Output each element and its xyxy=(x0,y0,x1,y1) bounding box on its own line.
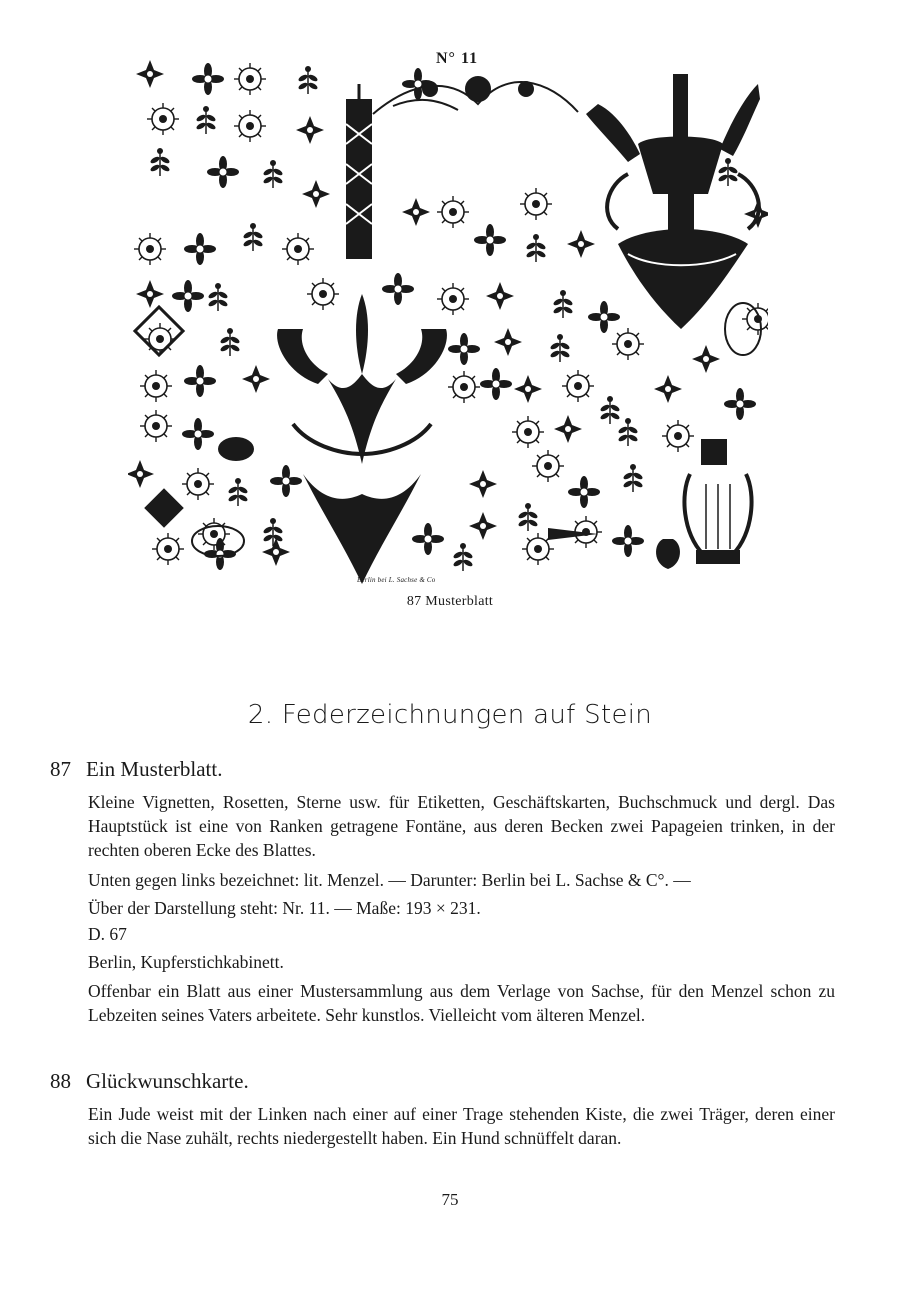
fountain-with-parrots xyxy=(586,74,760,329)
lyre-ornament xyxy=(656,474,752,569)
figure-caption: 87 Musterblatt xyxy=(406,594,494,609)
entry-heading-87 xyxy=(50,757,222,782)
entry-heading-88 xyxy=(50,1069,249,1094)
entry-paragraph: Kleine Vignetten, Rosetten, Sterne usw. für Etiketten, Geschäftskarten, Buchschmuck und dergl. Das Hauptstück ist eine von Ranken getragene Fontäne, aus deren Becken zwei Papageien trinken, in der rechten oberen Ecke des Blattes. xyxy=(88,792,835,860)
entry-paragraph: Offenbar ein Blatt aus einer Mustersammlung aus dem Verlage von Sachse, für den Menzel schon zu Lebzeiten seines Vaters arbeitete. Sehr kunstlos. Vielleicht vom älteren Menzel. xyxy=(88,981,835,1025)
entry-number: 88 xyxy=(50,1069,71,1093)
framed-emblems xyxy=(135,303,761,556)
entry-paragraph: Berlin, Kupferstichkabinett. xyxy=(88,952,284,972)
entry-paragraph: Über der Darstellung steht: Nr. 11. — Maße: 193 × 231. xyxy=(88,898,481,918)
entry-paragraph: Ein Jude weist mit der Linken nach einer auf einer Trage stehenden Kiste, die zwei Träger, deren einer sich die Nase zuhält, rechts niedergestellt haben. Ein Hund schnüffelt daran. xyxy=(88,1104,835,1148)
section-title: 2. Federzeichnungen auf Stein xyxy=(247,700,653,730)
entry-paragraph: D. 67 xyxy=(88,924,127,944)
entry-title: Glückwunschkarte. xyxy=(86,1069,249,1093)
musterblatt-plate-illustration xyxy=(128,44,768,592)
plate-number: N° 11 xyxy=(436,50,479,67)
entry-number: 87 xyxy=(50,757,71,781)
entry-paragraph: Unten gegen links bezeichnet: lit. Menzel. — Darunter: Berlin bei L. Sachse & C°. — xyxy=(88,870,691,890)
fasces-ornament xyxy=(346,84,372,259)
entry-title: Ein Musterblatt. xyxy=(86,757,223,781)
plate-imprint: Berlin bei L. Sachse & Co xyxy=(357,576,436,584)
page-number: 75 xyxy=(441,1190,459,1209)
